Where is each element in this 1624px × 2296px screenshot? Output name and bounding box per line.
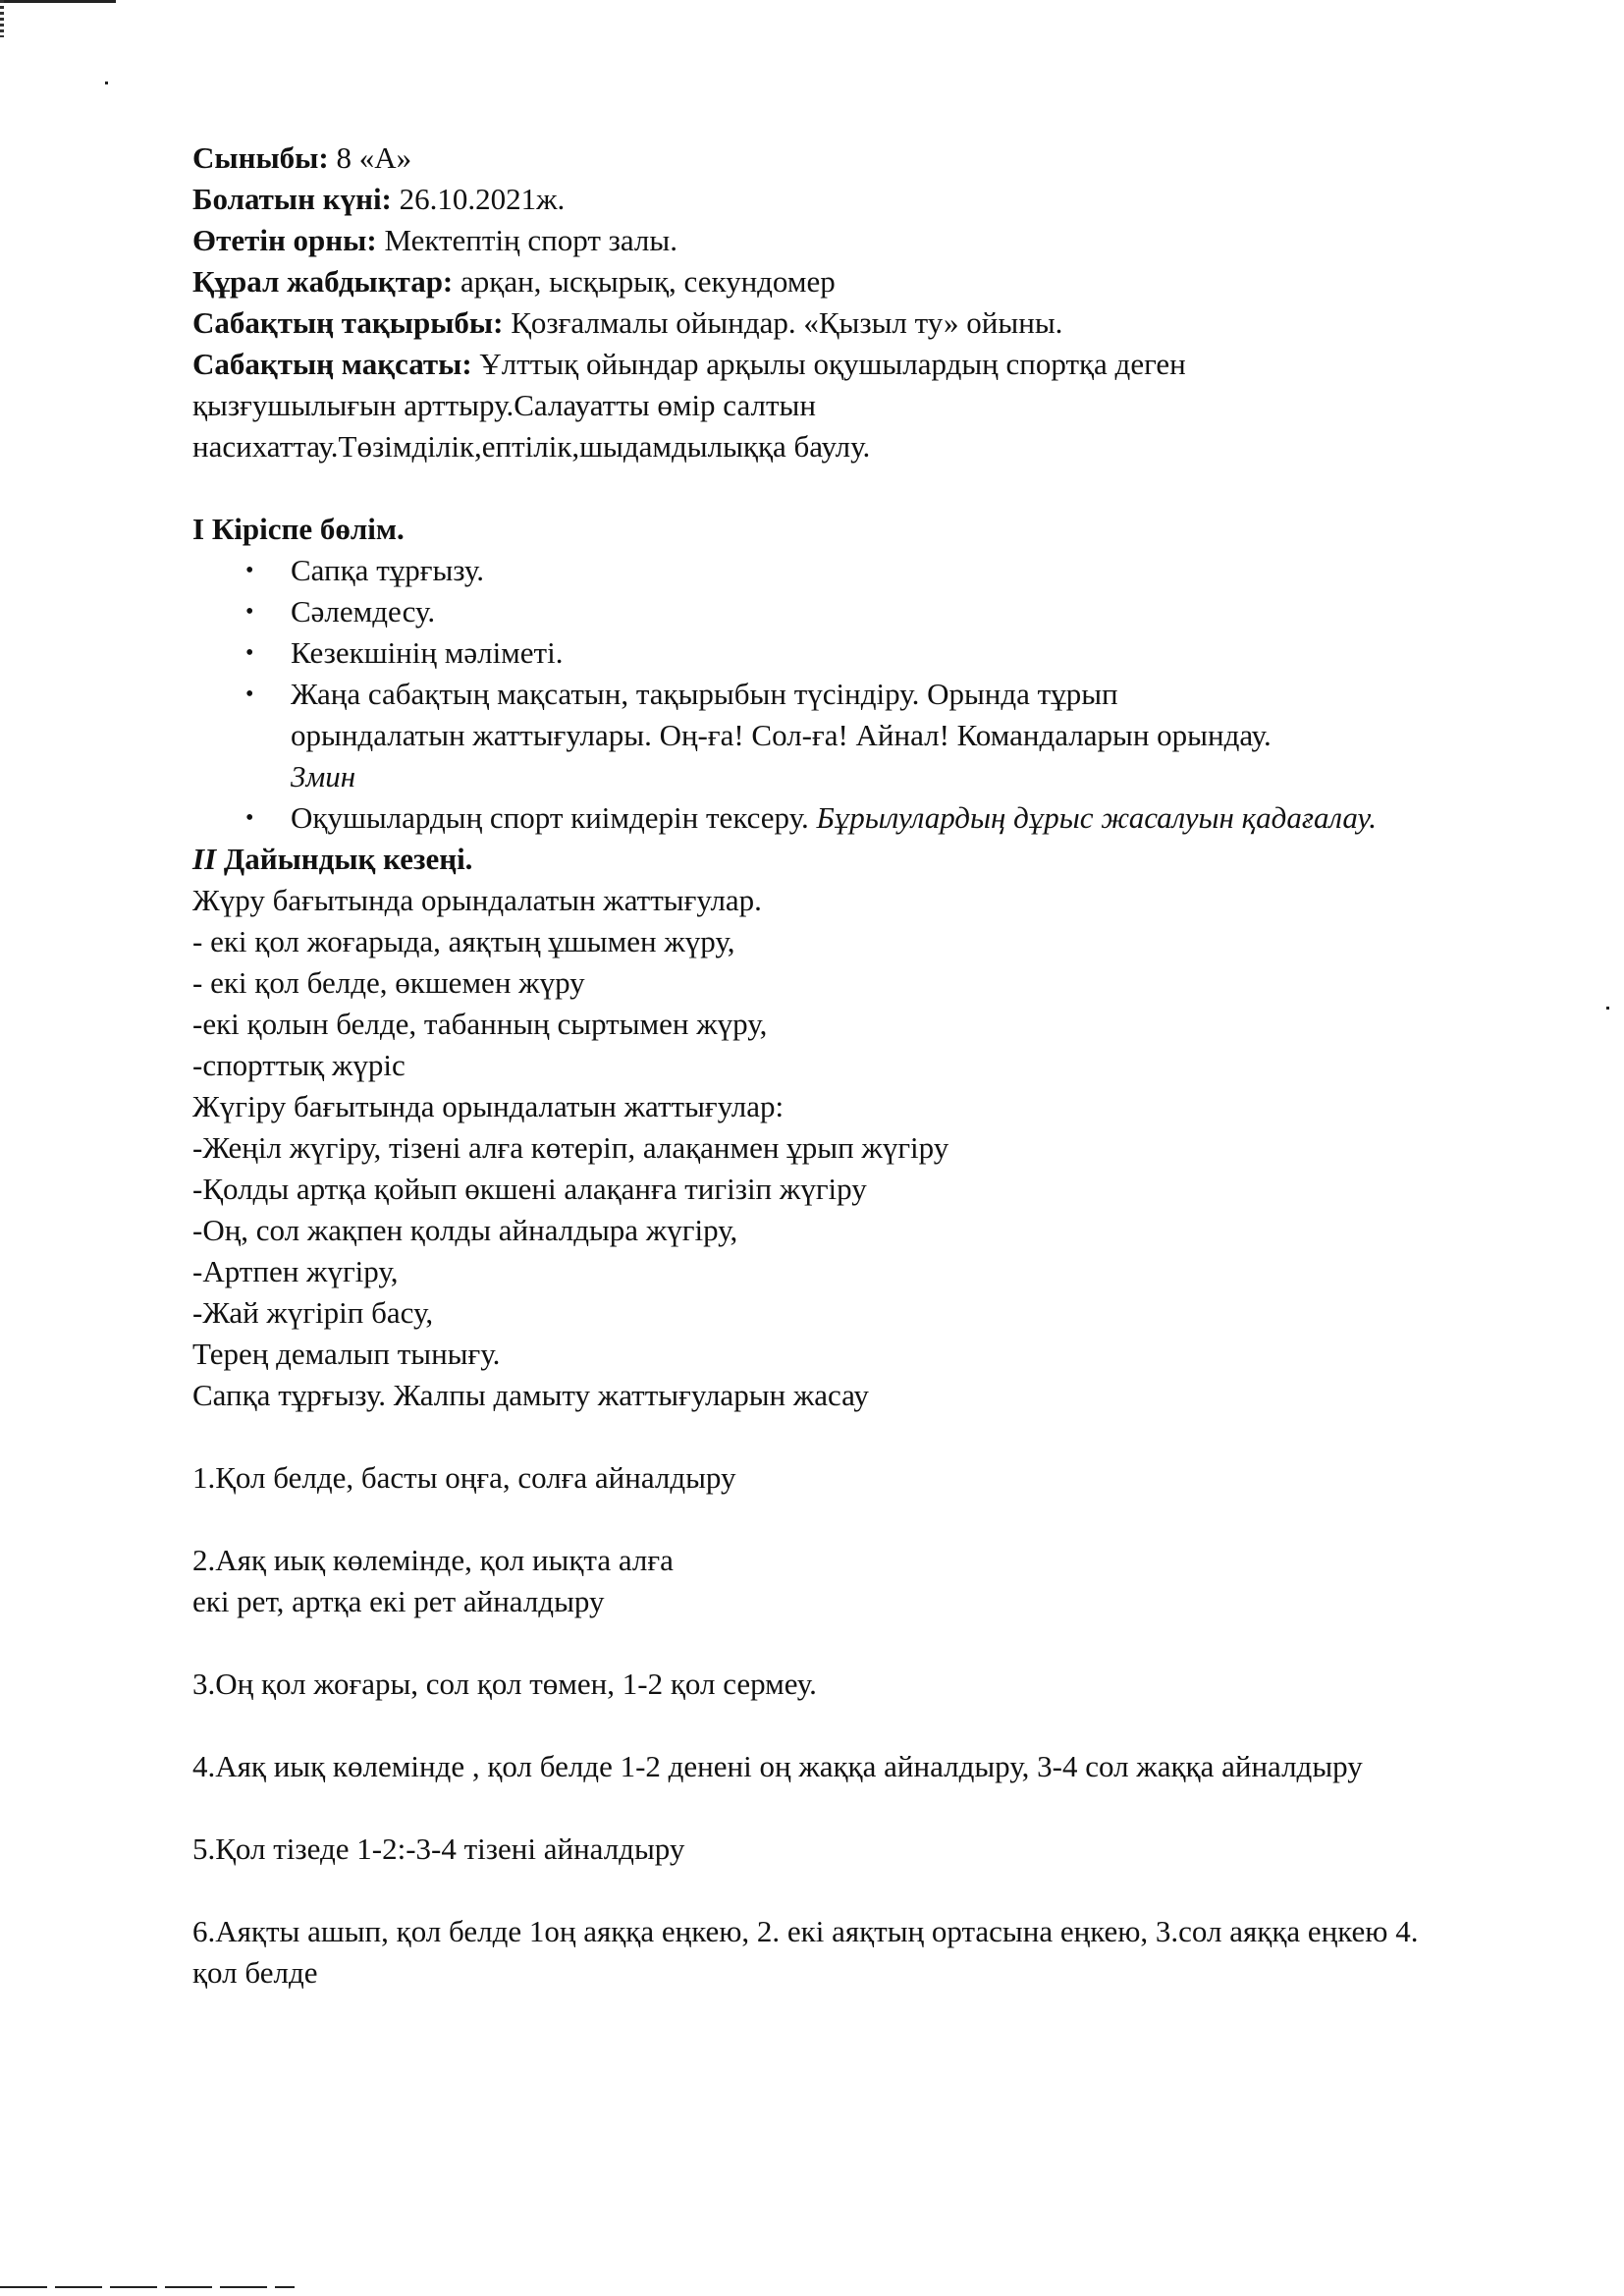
spacer	[192, 467, 1469, 509]
running-item: -Жеңіл жүгіру, тізені алға көтеріп, алақанмен ұрып жүгіру	[192, 1130, 949, 1165]
bullet-icon: •	[245, 682, 254, 707]
topic-label: Сабақтың тақырыбы:	[192, 305, 504, 340]
duration-note: 3мин	[291, 759, 356, 793]
class-label: Сыныбы:	[192, 140, 329, 175]
walking-item: -спорттық жүріс	[192, 1048, 406, 1082]
section-1-list	[192, 550, 1469, 839]
spacer	[192, 1416, 1469, 1457]
general-exercises-heading: Сапқа тұрғызу. Жалпы дамыту жаттығуларын жасау	[192, 1378, 869, 1412]
walking-item: -екі қолын белде, табанның сыртымен жүру,	[192, 1007, 768, 1041]
spacer	[192, 1870, 1469, 1911]
place-label: Өтетін орны:	[192, 223, 377, 257]
equipment-value: арқан, ысқырық, секундомер	[453, 264, 836, 299]
exercise-item: 6.Аяқты ашып, қол белде 1оң аяққа еңкею, 2. екі аяқтың ортасына еңкею, 3.сол аяққа еңкею 4. қол белде	[192, 1914, 1419, 1990]
goal-continuation-1: қызғушылығын арттыру.Салауатты өмір салтын	[192, 388, 816, 422]
spacer	[192, 1622, 1469, 1664]
running-heading: Жүгіру бағытында орындалатын жаттығулар:	[192, 1089, 785, 1123]
running-item: -Артпен жүгіру,	[192, 1254, 399, 1288]
exercise-item: 4.Аяқ иық көлемінде , қол белде 1-2 денені оң жаққа айналдыру, 3-4 сол жаққа айналдыру	[192, 1749, 1363, 1783]
exercise-item: 5.Қол тізеде 1-2:-3-4 тізені айналдыру	[192, 1831, 685, 1866]
equipment-line	[192, 261, 1469, 302]
date-value: 26.10.2021ж.	[391, 182, 566, 216]
spacer	[192, 1499, 1469, 1540]
exercise-item: 2.Аяқ иық көлемінде, қол иықта алға екі рет, артқа екі рет айналдыру	[192, 1543, 674, 1618]
place-line	[192, 220, 1469, 261]
place-value: Мектептің спорт залы.	[376, 223, 677, 257]
list-item: • Жаңа сабақтың мақсатын, тақырыбын түсіндіру. Орында тұрып орындалатын жаттығулары. Оң-ға! Сол-ға! Айнал! Командаларын орындау. 3мин	[192, 674, 1469, 797]
running-item: -Жай жүгіріп басу,	[192, 1295, 434, 1330]
class-value: 8 «А»	[328, 140, 412, 175]
running-item: -Оң, сол жақпен қолды айналдыра жүгіру,	[192, 1213, 738, 1247]
walking-heading: Жүру бағытында орындалатын жаттығулар.	[192, 883, 762, 917]
list-item: • Оқушылардың спорт киімдерін тексеру. Бұрылулардың дұрыс жасалуын қадағалау.	[192, 797, 1469, 839]
scan-speck	[105, 82, 108, 84]
list-item: • Сәлемдесу.	[192, 591, 1469, 632]
goal-continuation-2: насихаттау.Төзімділік,ептілік,шыдамдылыққа баулу.	[192, 429, 871, 464]
goal-value: Ұлттық ойындар арқылы оқушылардың спортқа деген	[471, 347, 1186, 381]
date-label: Болатын күні:	[192, 182, 392, 216]
topic-line	[192, 302, 1469, 344]
exercise-item: 3.Оң қол жоғары, сол қол төмен, 1-2 қол сермеу.	[192, 1667, 817, 1701]
equipment-label: Құрал жабдықтар:	[192, 264, 454, 299]
spacer	[192, 1705, 1469, 1746]
lesson-plan-page	[192, 137, 1469, 1994]
bullet-icon: •	[245, 558, 254, 583]
scan-edge-left	[0, 0, 4, 37]
list-item: • Кезекшінің мәліметі.	[192, 632, 1469, 674]
class-line	[192, 137, 1469, 179]
section-2-title: II Дайындық кезеңі.	[192, 842, 473, 876]
walking-item: - екі қол жоғарыда, аяқтың ұшымен жүру,	[192, 924, 735, 958]
section-2-roman: II	[192, 842, 217, 876]
date-line	[192, 179, 1469, 220]
scan-speck	[1606, 1007, 1609, 1010]
breathing-line: Терең демалып тынығу.	[192, 1337, 501, 1371]
topic-value: Қозғалмалы ойындар. «Қызыл ту» ойыны.	[503, 305, 1063, 340]
running-item: -Қолды артқа қойып өкшені алақанға тигізіп жүгіру	[192, 1172, 867, 1206]
scan-edge-top	[0, 0, 116, 3]
teacher-note: Бұрылулардың дұрыс жасалуын қадағалау.	[816, 800, 1377, 835]
goal-line	[192, 344, 1469, 385]
goal-label: Сабақтың мақсаты:	[192, 347, 472, 381]
bullet-icon: •	[245, 640, 254, 666]
spacer	[192, 1787, 1469, 1829]
bullet-icon: •	[245, 599, 254, 625]
scan-edge-bottom	[0, 2286, 295, 2288]
list-item: • Сапқа тұрғызу.	[192, 550, 1469, 591]
bullet-icon: •	[245, 805, 254, 831]
walking-item: - екі қол белде, өкшемен жүру	[192, 965, 585, 1000]
exercise-item: 1.Қол белде, басты оңға, солға айналдыру	[192, 1460, 736, 1495]
section-1-title: I Кіріспе бөлім.	[192, 512, 405, 546]
